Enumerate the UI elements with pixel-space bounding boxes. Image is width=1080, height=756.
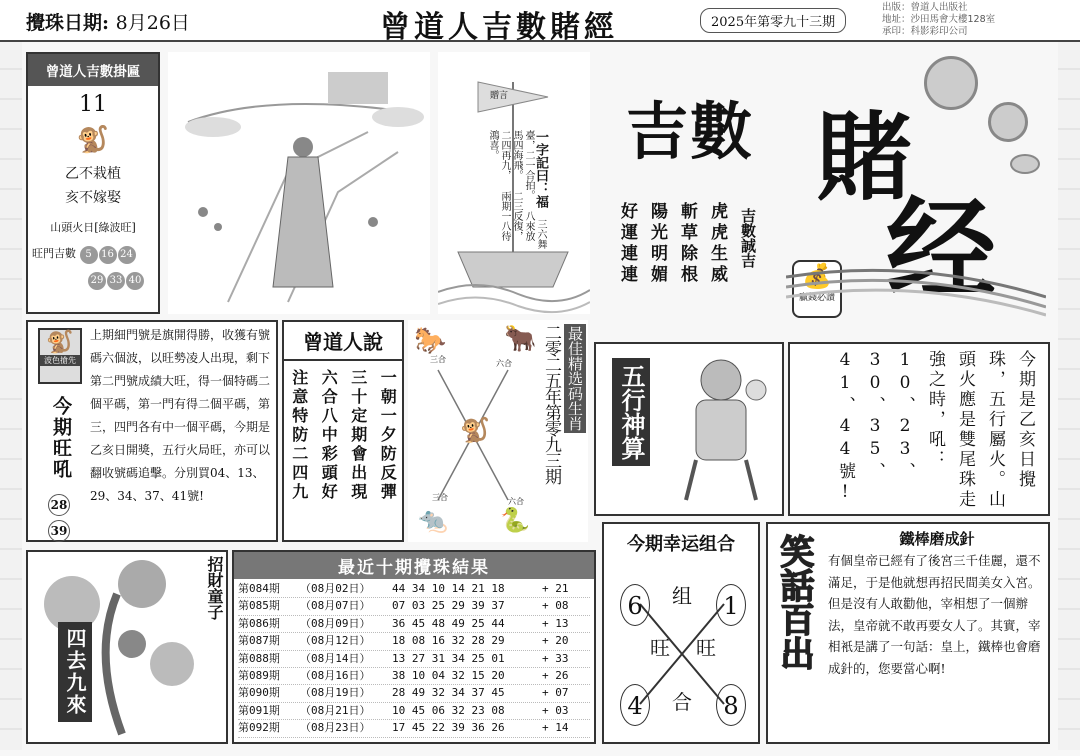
combo-char: 旺 bbox=[696, 636, 716, 660]
sail-line: 兩期一八待鴻喜。 bbox=[487, 130, 510, 241]
joke-title: 鐵棒磨成針 bbox=[899, 530, 975, 548]
table-row bbox=[238, 581, 590, 598]
row-date: （08月16日） bbox=[300, 668, 371, 682]
row-numbers: 36 45 48 49 25 44 bbox=[392, 616, 505, 630]
joke-box bbox=[766, 522, 1050, 744]
zodiac-box bbox=[408, 320, 588, 542]
row-date: （08月09日） bbox=[300, 616, 371, 630]
table-row bbox=[238, 720, 590, 737]
table-row bbox=[238, 651, 590, 668]
lucky-number: 40 bbox=[126, 272, 144, 290]
row-date: （08月21日） bbox=[300, 703, 371, 717]
row-issue: 第092期 bbox=[238, 721, 280, 735]
element-line: 山頭火日[綠波旺] bbox=[50, 221, 136, 234]
row-date: （08月07日） bbox=[300, 599, 371, 613]
zodiac-animal-icon: 🐒 bbox=[460, 416, 490, 444]
joke-side-title: 笑話百出 bbox=[774, 534, 814, 670]
address-line: 地址：沙田馬會大樓128室 bbox=[882, 14, 996, 25]
child-label: 招財童子 bbox=[205, 556, 224, 620]
publisher-line: 出版：曾道人出版社 bbox=[882, 2, 968, 13]
table-row bbox=[238, 668, 590, 685]
zodiac-label: 六合 bbox=[508, 497, 524, 506]
row-special: + 21 bbox=[542, 582, 569, 595]
table-row bbox=[238, 633, 590, 650]
child-badge: 四去九來 bbox=[58, 622, 92, 722]
coin-icon bbox=[988, 102, 1028, 142]
prediction-side-title: 今期旺吼 bbox=[50, 396, 72, 480]
saying-col: 六合八中彩頭好 bbox=[319, 369, 339, 502]
tips-title: 曾道人吉數掛匾 bbox=[28, 54, 158, 86]
wuxing-image-box bbox=[594, 342, 784, 516]
couplet-head: 吉數誠吉 bbox=[739, 208, 757, 268]
row-date: （08月12日） bbox=[300, 634, 371, 648]
row-numbers: 17 45 22 39 36 26 bbox=[392, 721, 505, 735]
lucky-number: 24 bbox=[118, 246, 136, 264]
left-decor-strip bbox=[0, 40, 22, 750]
combo-char: 组 bbox=[672, 584, 692, 608]
lady-drawing bbox=[168, 52, 430, 314]
row-numbers: 13 27 31 34 25 01 bbox=[392, 651, 505, 665]
row-date: （08月23日） bbox=[300, 721, 371, 735]
mascot-icon: 🐒 bbox=[46, 330, 74, 355]
sayings-box bbox=[282, 320, 404, 542]
row-numbers: 44 34 10 14 21 18 bbox=[392, 582, 505, 595]
issue-number: 2025年第零九十三期 bbox=[700, 8, 846, 33]
row-issue: 第089期 bbox=[238, 668, 280, 682]
row-special: + 14 bbox=[542, 721, 569, 735]
couplet-col: 好運連連 bbox=[617, 202, 637, 286]
sail-text bbox=[486, 130, 546, 250]
combo-char: 旺 bbox=[650, 636, 670, 660]
row-issue: 第090期 bbox=[238, 686, 280, 700]
lucky-number: 5 bbox=[80, 246, 98, 264]
table-row bbox=[238, 616, 590, 633]
saying-col: 三十定期會出現 bbox=[348, 369, 368, 502]
row-date: （08月19日） bbox=[300, 686, 371, 700]
draw-date bbox=[26, 8, 190, 35]
row-issue: 第085期 bbox=[238, 599, 280, 613]
row-numbers: 38 10 04 32 15 20 bbox=[392, 668, 505, 682]
zodiac-animal-icon: 🐎 bbox=[414, 326, 447, 356]
badge-label: 波色搶先 bbox=[40, 355, 80, 366]
lucky-number: 33 bbox=[107, 272, 125, 290]
table-row bbox=[238, 598, 590, 615]
row-issue: 第091期 bbox=[238, 703, 280, 717]
brand-right-2: 经 bbox=[886, 185, 996, 314]
taboo-line: 乙不栽植 bbox=[65, 166, 121, 182]
lucky-numbers-row bbox=[32, 245, 158, 264]
lucky-label: 旺門吉數 bbox=[32, 247, 76, 260]
prediction-circle bbox=[48, 518, 70, 544]
circle-number: 39 bbox=[48, 520, 70, 542]
brand-right-1: 賭 bbox=[816, 101, 912, 214]
row-special: + 03 bbox=[542, 703, 569, 717]
prediction-text: 上期細門號是旗開得勝，收獲有號碼六個波，以旺勢凌人出現，剩下第二門號成績大旺，得一個特碼二個平碼，第一門有得二個平碼，第三，四門各有中一個平碼，今期是乙亥日開獎，五行火局旺，亦可以翻收號碼追擊。分別買04、13、29、34、37、41號! bbox=[90, 328, 271, 503]
results-box bbox=[232, 550, 596, 744]
swoosh-lines bbox=[786, 257, 1046, 317]
coin-icon bbox=[924, 56, 978, 110]
couplet-col: 陽光明媚 bbox=[647, 202, 667, 286]
sail-line: 二三反復，二四再九， bbox=[499, 130, 522, 241]
table-row bbox=[238, 703, 590, 720]
zodiac-animal-icon: 🐍 bbox=[500, 506, 530, 534]
row-special: + 33 bbox=[542, 651, 569, 665]
row-numbers: 28 49 32 34 37 45 bbox=[392, 686, 505, 700]
row-issue: 第087期 bbox=[238, 634, 280, 648]
row-date: （08月14日） bbox=[300, 651, 371, 665]
sail-flag-text: 贈言 bbox=[490, 91, 509, 101]
brand-block bbox=[596, 52, 1056, 336]
publisher-info bbox=[882, 2, 995, 38]
draw-date-label: 攪珠日期 bbox=[26, 12, 103, 34]
combo-number: 6 bbox=[620, 584, 650, 626]
zodiac-title: 二零二五年第零九三期 bbox=[541, 324, 561, 484]
saying-col: 一朝一夕防反彈 bbox=[378, 369, 398, 502]
row-special: + 08 bbox=[542, 599, 569, 613]
zodiac-label: 三合 bbox=[432, 493, 448, 502]
table-row bbox=[238, 685, 590, 702]
wuxing-text: 今期是乙亥日攪珠，五行屬火。山頭火應是雙尾珠走強之時，吼：10、23、30、35、41、44號! bbox=[835, 350, 1035, 510]
combo-number: 8 bbox=[716, 684, 746, 726]
row-numbers: 10 45 06 32 23 08 bbox=[392, 703, 505, 717]
prediction-box bbox=[26, 320, 278, 542]
zodiac-animal-icon: 🐀 bbox=[418, 506, 448, 534]
row-numbers: 07 03 25 29 39 37 bbox=[392, 599, 505, 613]
win-badge-label: 贏錢必讀 bbox=[798, 293, 835, 303]
prediction-badge bbox=[38, 328, 82, 384]
lady-illustration bbox=[168, 52, 430, 314]
header-bar bbox=[0, 0, 1080, 45]
combo-title: 今期幸运组合 bbox=[627, 534, 735, 555]
row-special: + 20 bbox=[542, 634, 569, 648]
zodiac-animal-icon: 🐂 bbox=[504, 324, 537, 354]
lucky-numbers-row bbox=[88, 268, 158, 290]
brand-left: 吉數 bbox=[626, 95, 755, 168]
row-special: + 13 bbox=[542, 616, 569, 630]
lucky-number: 29 bbox=[88, 272, 106, 290]
money-bag-icon: 💰 bbox=[802, 262, 832, 290]
wuxing-title: 五行神算 bbox=[612, 358, 650, 466]
zodiac-title: 最佳精选码生肖 bbox=[566, 326, 584, 431]
row-date: （08月02日） bbox=[300, 582, 371, 595]
circle-number: 28 bbox=[48, 494, 70, 516]
couplet-col: 虎虎生威 bbox=[707, 202, 727, 286]
combo-box bbox=[602, 522, 760, 744]
taboo-line: 亥不嫁娶 bbox=[65, 190, 121, 206]
tips-box bbox=[26, 52, 160, 314]
prediction-circle bbox=[48, 492, 70, 518]
saying-col: 注意特防二四九 bbox=[289, 369, 309, 502]
results-title: 最近十期攪珠結果 bbox=[234, 552, 594, 579]
child-box bbox=[26, 550, 228, 744]
monkey-icon: 🐒 bbox=[76, 125, 110, 155]
wuxing-text-box bbox=[788, 342, 1050, 516]
results-table bbox=[234, 579, 594, 738]
row-special: + 07 bbox=[542, 686, 569, 700]
couplet-col: 斬草除根 bbox=[677, 202, 697, 286]
joke-text: 有個皇帝已經有了後宮三千佳麗，還不滿足，于是他就想再招民間美女入宮。但是沒有人敢勸他，宰相想了一個辦法，皇帝就不敢再要女人了。其實，宰相衹是講了一句話：皇上，鐵棒也會磨成針的，您要當心啊! bbox=[828, 553, 1041, 676]
child-god-drawing bbox=[666, 350, 776, 510]
sail-box bbox=[438, 52, 590, 314]
right-decor-strip bbox=[1058, 40, 1080, 750]
sayings-cols bbox=[284, 361, 402, 502]
draw-date-value: 8月26日 bbox=[115, 12, 190, 34]
sail-line: 一字記曰：福 bbox=[533, 130, 548, 208]
zodiac-label: 三合 bbox=[430, 355, 446, 364]
combo-char: 合 bbox=[672, 690, 692, 714]
coin-icon bbox=[1010, 154, 1040, 174]
sail-line: 三六舞臺，二一合拍。 bbox=[523, 130, 546, 249]
lucky-number: 16 bbox=[99, 246, 117, 264]
row-issue: 第084期 bbox=[238, 582, 280, 595]
row-issue: 第088期 bbox=[238, 651, 280, 665]
header-title: 曾道人吉數賭經 bbox=[380, 10, 618, 45]
printer-line: 承印：科影彩印公司 bbox=[882, 26, 968, 37]
row-numbers: 18 08 16 32 28 29 bbox=[392, 634, 505, 648]
row-special: + 26 bbox=[542, 668, 569, 682]
row-issue: 第086期 bbox=[238, 616, 280, 630]
tips-number: 11 bbox=[79, 92, 107, 117]
draw-date-sep: : bbox=[102, 12, 110, 34]
combo-number: 1 bbox=[716, 584, 746, 626]
sail-line: 八來放馬四海飛。 bbox=[511, 130, 534, 241]
zodiac-label: 六合 bbox=[496, 359, 512, 368]
sayings-title: 曾道人說 bbox=[284, 322, 402, 361]
combo-number: 4 bbox=[620, 684, 650, 726]
